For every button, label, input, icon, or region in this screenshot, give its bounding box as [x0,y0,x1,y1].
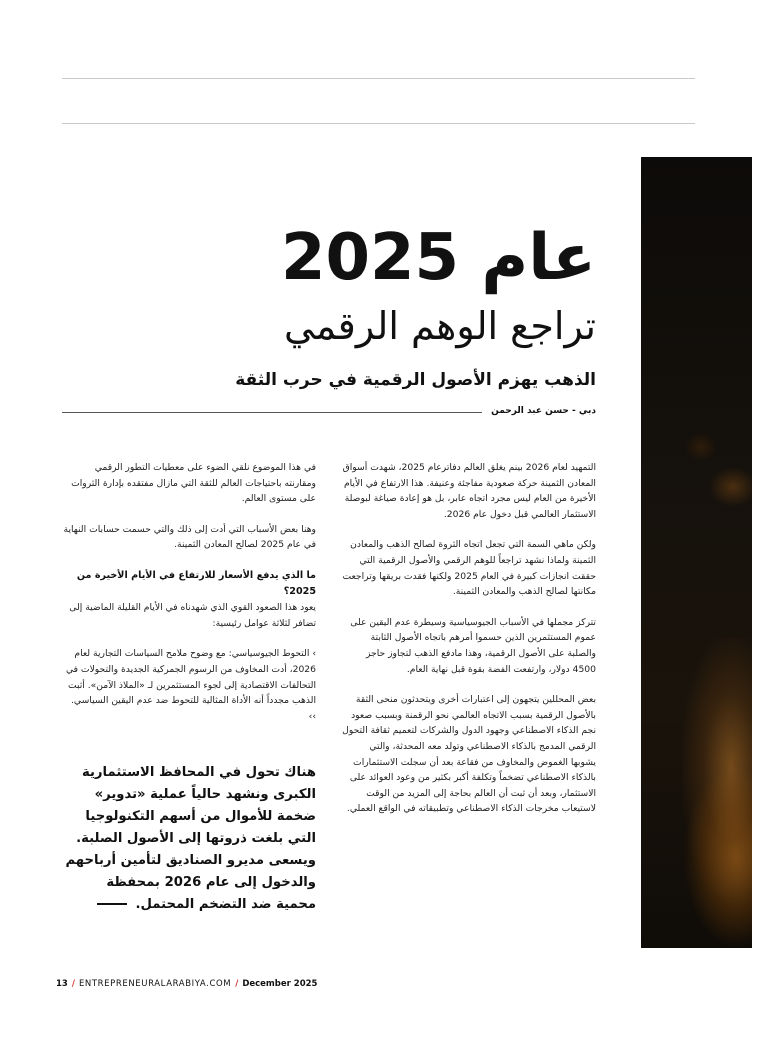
paragraph: ولكن ماهي السمة التي تجعل اتجاه الثروة لصالح الذهب والمعادن الثمينة ولماذا نشهد تراجعاً للوهم الرقمي والأصول الرقمية التي حققت انجازات كبيرة في العام 2025 ولكنها فقدت بريقها وتراجعت مكانتها لصالح الذهب والمعادن الثمينة. [342,539,596,598]
column-left [62,460,316,739]
footer-date: December 2025 [242,979,318,989]
side-photo [641,157,752,948]
paragraph: › التحوط الجيوسياسي: مع وضوح ملامح السياسات التجارية لعام 2026، أدت المخاوف من الرسوم الجمركية الجديدة والتحولات في التحالفات الاقتصادية إلى لجوء المستثمرين لـ «الملاذ الآمن». أثبت الذهب مجدداً أنه الأداة المثالية للتحوط ضد عدم اليقين السياسي. ›› [65,648,316,722]
byline: دبي - حسن عبد الرحمن [491,406,596,416]
byline-rule [62,412,482,413]
page-number: 13 [56,979,68,989]
top-rule [62,78,695,79]
page-footer [56,978,317,990]
paragraph: تتركز مجملها في الأسباب الجيوسياسية وسيطرة عدم اليقين على عموم المستثمرين الذين حسموا أمرهم باتجاه الأصول الثابتة والصلبة على الأصول الرقمية، وهذا مادفع الذهب لتجاوز حاجز 4500 دولار، وارتفعت الفضة بقوة قبل نهاية العام. [350,616,596,675]
footer-separator: / [235,979,239,989]
byline-row [62,404,596,420]
second-rule [62,123,695,124]
pull-quote [62,762,316,916]
paragraph: في هذا الموضوع نلقي الضوء على معطيات التطور الرقمي ومقارنته باحتياجات العالم للثقة التي مازال مفتقده بإدارة الثروات على مستوى العالم. [71,462,316,505]
column-right [342,460,596,832]
footer-site: ENTREPRENEURALARABIYA.COM [78,979,232,989]
paragraph: وهنا بعض الأسباب التي أدت إلى ذلك والتي حسمت حسابات النهاية في عام 2025 لصالح المعادن الثمينة. [63,523,316,551]
pull-quote-dash [97,903,127,905]
section-heading: ما الذي يدفع الأسعار للارتفاع في الأيام الأخيرة من 2025؟ [76,569,316,597]
paragraph: التمهيد لعام 2026 بينم يغلق العالم دفاترعام 2025، شهدت أسواق المعادن الثمينة حركة صعودية مفاجئة وعنيفة. هذا الارتفاع في الأيام الأخيرة من العام ليس مجرد اتجاه عابر، بل هو إعادة صياغة لبوصلة الاستثمار العالمي قبل دخول عام 2026. [342,462,596,520]
pull-quote-text: هناك تحول في المحافظ الاستثمارية الكبرى ونشهد حالياً عملية «تدوير» ضخمة للأموال من أسهم التكنولوجيا التي بلغت ذروتها إلى الأصول الصلبة. ويسعى مديرو الصناديق لتأمين أرباحهم والدخول إلى عام 2026 بمحفظة محمية ضد التضخم المحتمل. [65,765,316,912]
article-title-sub: تراجع الوهم الرقمي [284,304,596,348]
paragraph: بعض المحللين يتجهون إلى اعتبارات أخرى ويتحدثون منحى الثقة بالأصول الرقمية بسبب الاتجاه العالمي نحو الرقمنة وبسبب صعود نجم الذكاء الاصطناعي وجهود الدول والشركات لتعميم ثقافة التحول الرقمي المدمج بالذكاء الاصطناعي وتولد معه المحدثة، والتي يشوبها الغموض والمخاوف من فقاعة بعد أن سجلت الاستثمارات بالذكاء الاصطناعي تضخماً وتكلفة أكبر بكثير من وعود العوائد على الاستثمار، وبعد أن ثبت أن العالم بحاجة إلى المزيد من الوقت لاستيعاب مخرجات الذكاء الاصطناعي وتطبيقاته في الواقع العملي. [342,694,596,815]
footer-separator: / [71,979,75,989]
photo-glow [682,637,752,897]
paragraph: يعود هذا الصعود القوي الذي شهدناه في الأيام القليلة الماضية إلى تضافر لثلاثة عوامل رئيسية: [69,602,316,629]
article-subtitle: الذهب يهزم الأصول الرقمية في حرب الثقة [235,370,596,390]
article-title: عام 2025 [280,221,596,295]
